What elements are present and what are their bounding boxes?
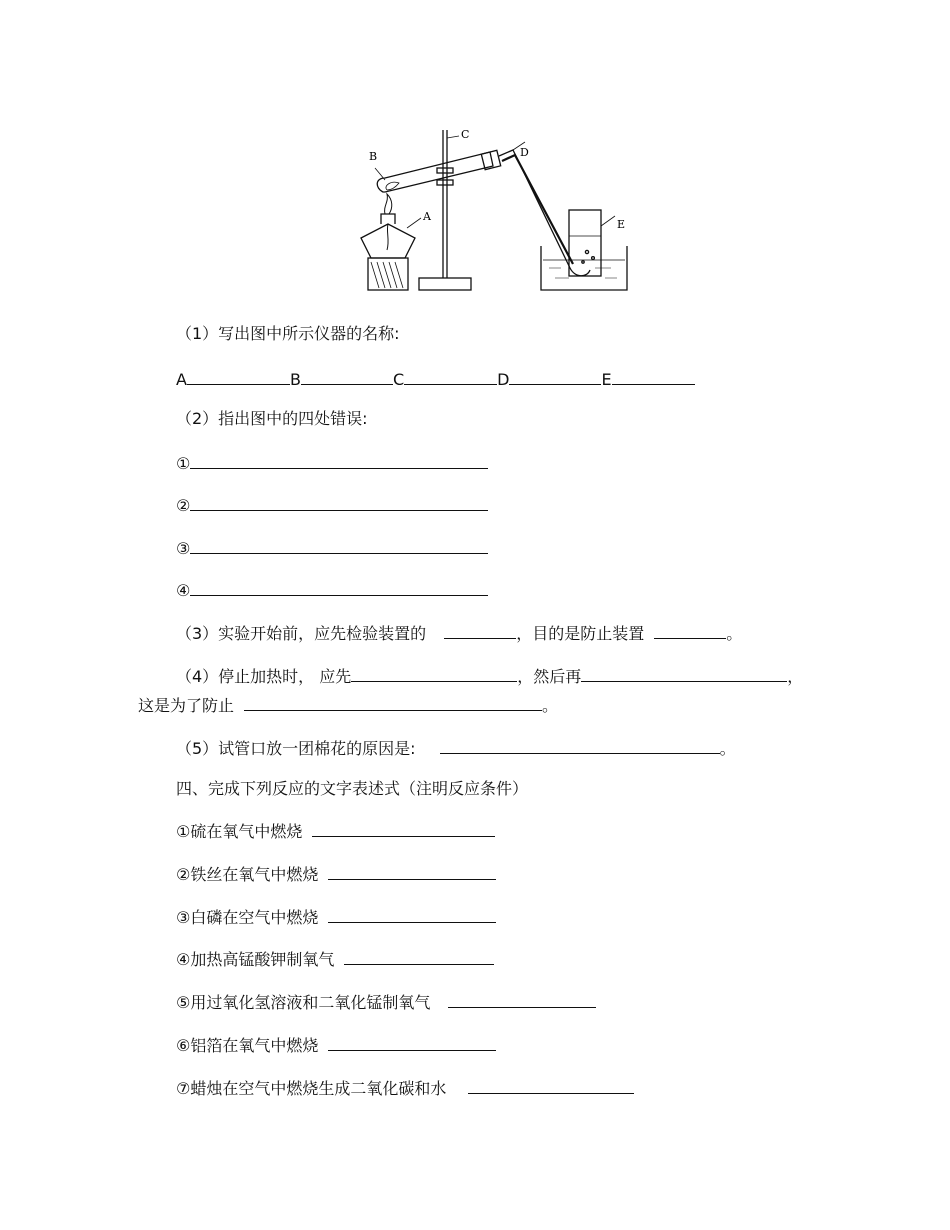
q4-text-3: 这是为了防止 (138, 696, 235, 715)
label-a: A (423, 210, 431, 223)
label-b: B (369, 150, 378, 163)
q1-title: （1）写出图中所示仪器的名称: (176, 324, 400, 343)
section4-item-1-text: ①硫在氧气中燃烧 (176, 822, 303, 841)
q5-line (176, 737, 736, 759)
q2-blank-1[interactable] (190, 452, 488, 469)
section4-blank-3[interactable] (328, 906, 496, 923)
q3-end: 。 (726, 624, 743, 643)
q3-blank-2[interactable] (654, 622, 726, 639)
q2-blank-4[interactable] (190, 579, 488, 596)
section4-item-5 (176, 991, 596, 1013)
q1-blank-e[interactable] (612, 368, 695, 385)
section4-blank-6[interactable] (328, 1034, 496, 1051)
section4-item-1 (176, 820, 495, 842)
q4-blank-3[interactable] (244, 694, 542, 711)
q2-title: （2）指出图中的四处错误: (176, 409, 368, 428)
label-e: E (617, 218, 626, 231)
q1-blank-d[interactable] (509, 368, 601, 385)
q2-item-3 (176, 537, 488, 559)
q5-text: （5）试管口放一团棉花的原因是: (176, 739, 416, 758)
q4-text-1: （4）停止加热时， 应先 (176, 667, 352, 686)
q1-blank-c[interactable] (404, 368, 497, 385)
section4-item-6 (176, 1034, 496, 1056)
q4-blank-2[interactable] (581, 665, 787, 682)
q2-marker-3: ③ (176, 539, 191, 558)
q4-line-2 (138, 694, 558, 716)
section4-blank-5[interactable] (448, 991, 596, 1008)
q4-end: 。 (542, 696, 559, 715)
q3-text-1: （3）实验开始前，应先检验装置的 (176, 624, 427, 643)
q3-text-2: ，目的是防止装置 (516, 624, 645, 643)
q4-comma: ， (787, 667, 804, 686)
q2-blank-2[interactable] (190, 494, 488, 511)
q3-blank-1[interactable] (444, 622, 516, 639)
q5-end: 。 (719, 739, 736, 758)
section4-item-3 (176, 906, 496, 928)
section4-item-7 (176, 1077, 634, 1099)
q1-label-c: C (392, 370, 405, 389)
q1-label-d: D (497, 370, 510, 389)
section4-blank-1[interactable] (312, 820, 495, 837)
q5-blank[interactable] (440, 737, 720, 754)
section4-item-4-text: ④加热高锰酸钾制氧气 (176, 950, 335, 969)
q2-blank-3[interactable] (190, 537, 488, 554)
label-d: D (520, 146, 529, 159)
section4-item-7-text: ⑦蜡烛在空气中燃烧生成二氧化碳和水 (176, 1079, 447, 1098)
q1-label-e: E (601, 370, 612, 389)
label-c: C (461, 128, 470, 141)
q3-line (176, 622, 742, 644)
q1-label-b: B (289, 370, 301, 389)
section4-blank-7[interactable] (468, 1077, 634, 1094)
q4-blank-1[interactable] (351, 665, 517, 682)
section4-item-2 (176, 863, 496, 885)
q2-item-4 (176, 579, 488, 601)
q4-text-2: ，然后再 (517, 667, 582, 686)
section4-blank-2[interactable] (328, 863, 496, 880)
q1-label-a: A (176, 370, 187, 389)
section4-item-2-text: ②铁丝在氧气中燃烧 (176, 865, 319, 884)
q2-item-1 (176, 452, 488, 474)
section4-item-5-text: ⑤用过氧化氢溶液和二氧化锰制氧气 (176, 993, 431, 1012)
section4-title: 四、完成下列反应的文字表述式（注明反应条件） (176, 779, 529, 798)
q1-blank-a[interactable] (187, 368, 290, 385)
q2-marker-4: ④ (176, 581, 191, 600)
q2-item-2 (176, 494, 488, 516)
section4-item-3-text: ③白磷在空气中燃烧 (176, 908, 319, 927)
section4-blank-4[interactable] (344, 948, 494, 965)
apparatus-figure (355, 128, 630, 298)
q2-marker-1: ① (176, 454, 191, 473)
section4-item-4 (176, 948, 494, 970)
q1-blanks (176, 368, 695, 390)
q1-blank-b[interactable] (301, 368, 393, 385)
q4-line-1 (176, 665, 803, 687)
q2-marker-2: ② (176, 496, 191, 515)
section4-item-6-text: ⑥铝箔在氧气中燃烧 (176, 1036, 319, 1055)
